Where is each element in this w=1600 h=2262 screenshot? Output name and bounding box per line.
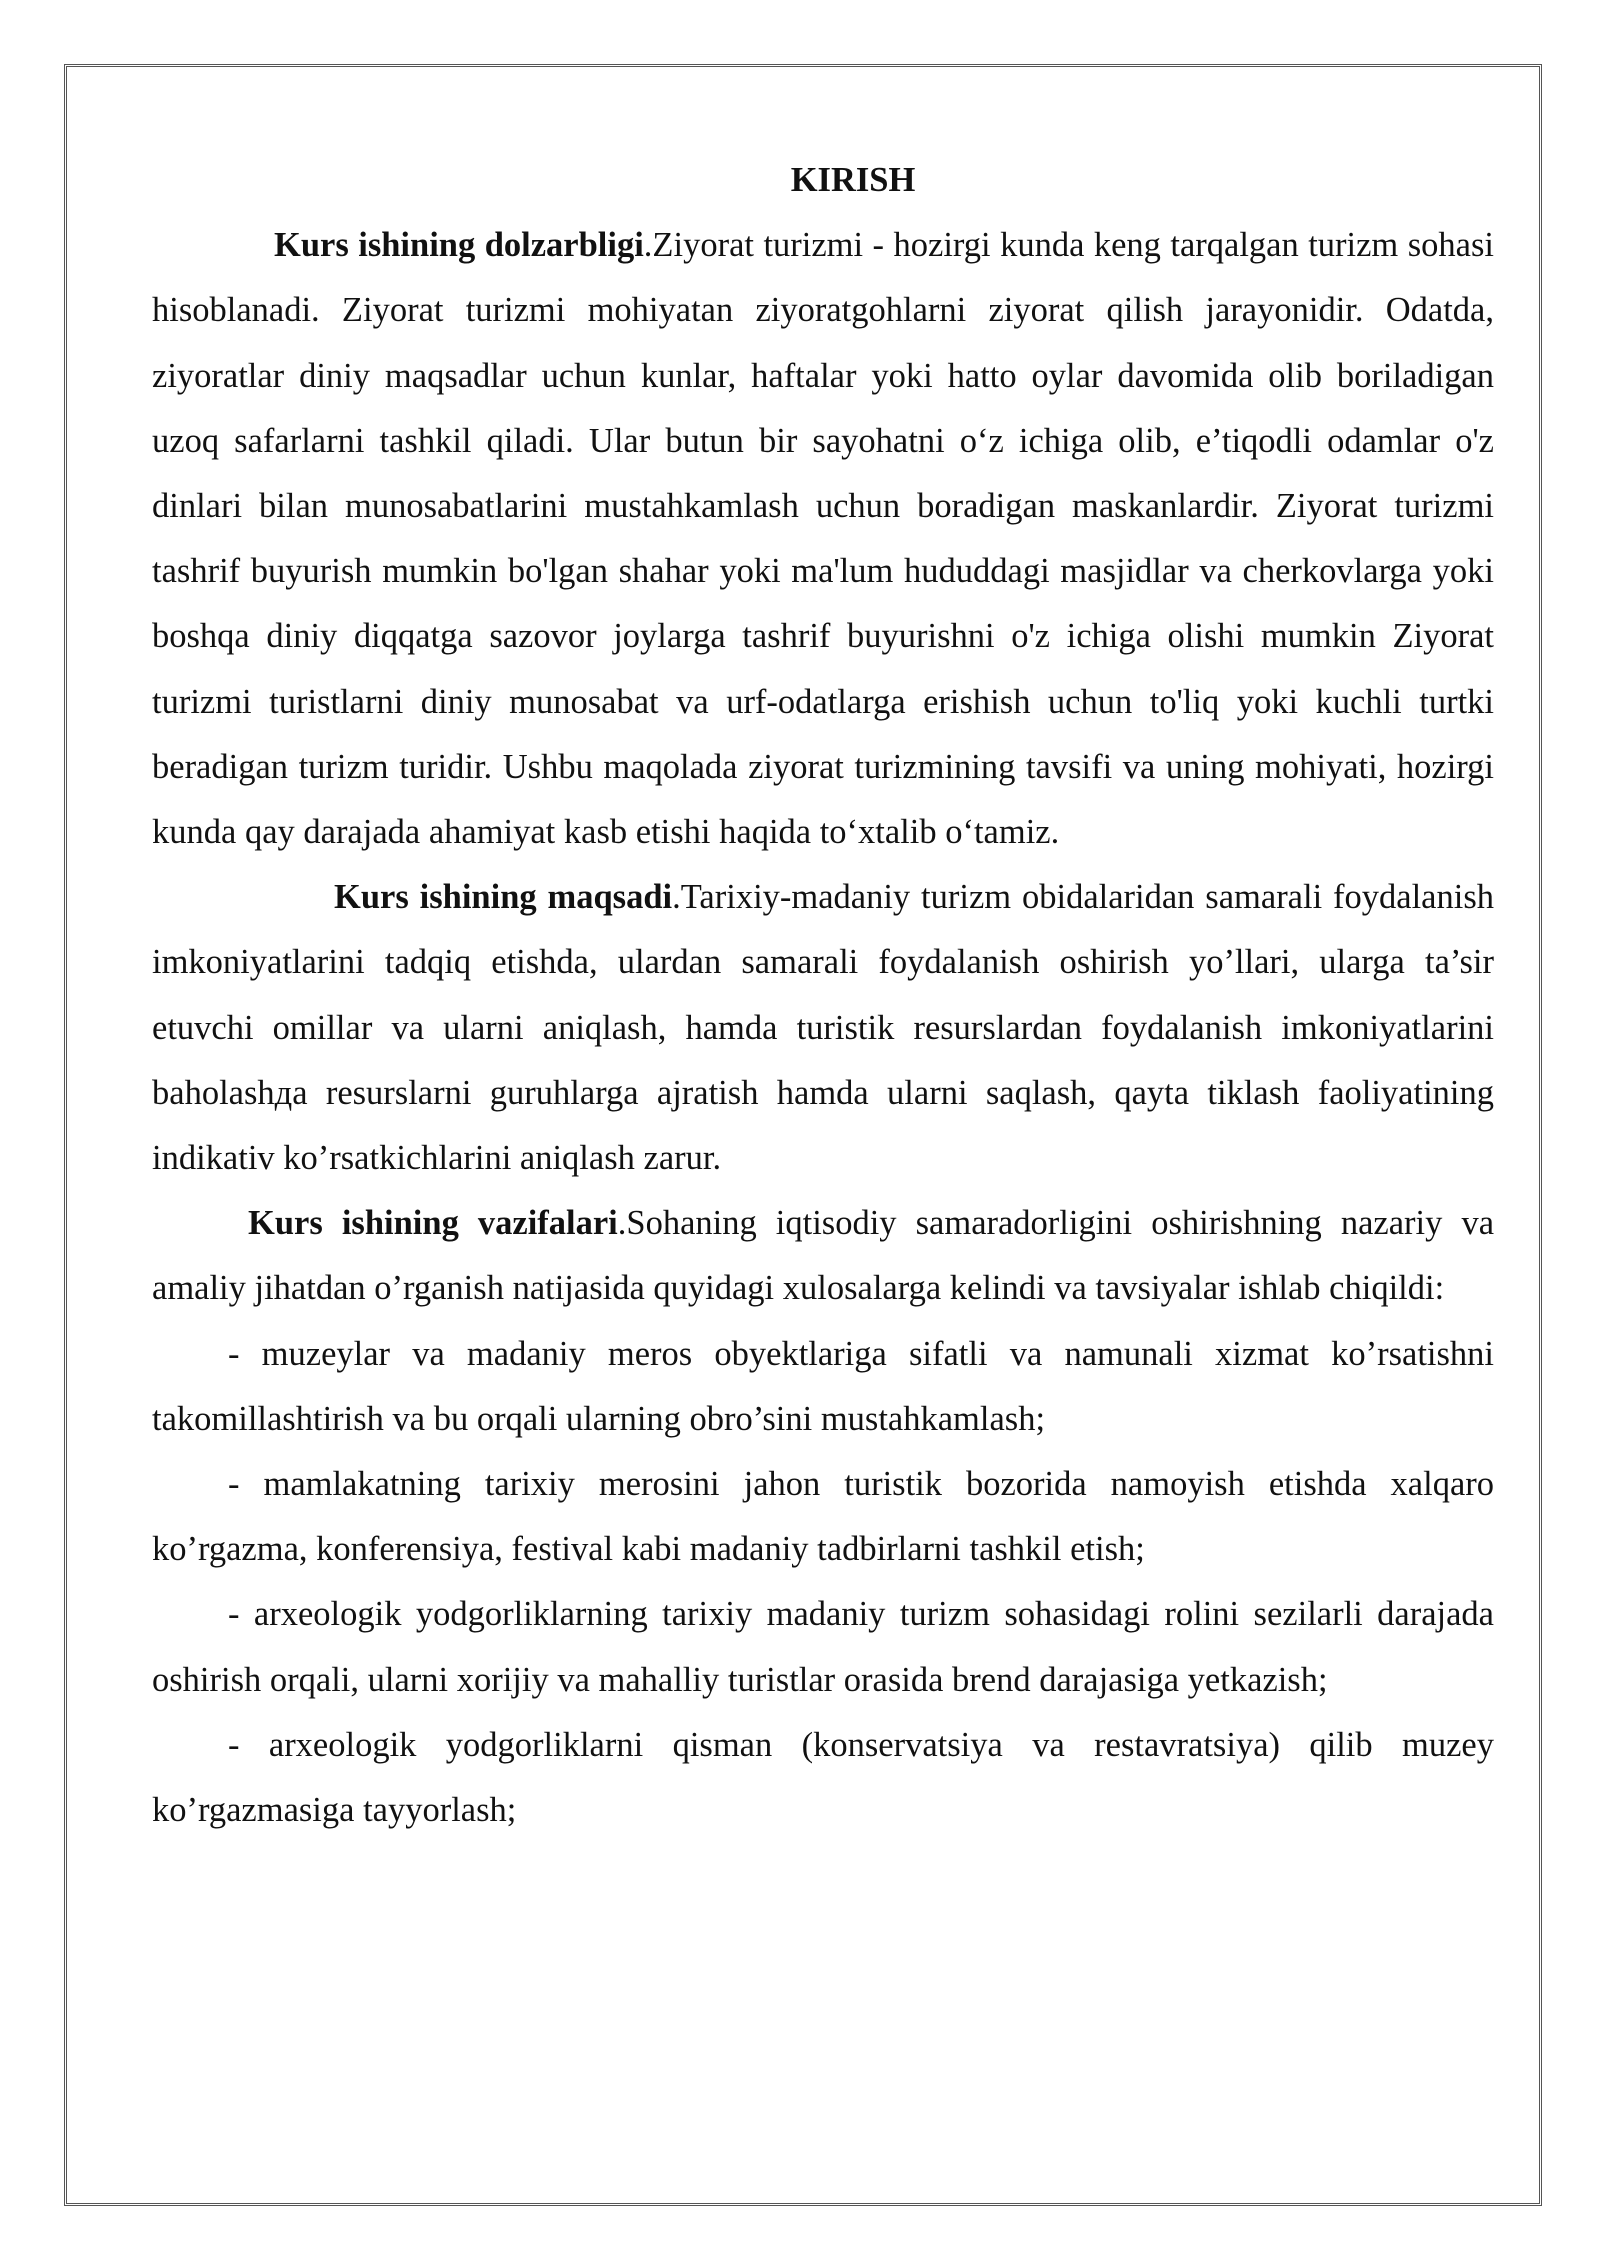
heading-relevance: Kurs ishining dolzarbligi — [274, 226, 644, 265]
heading-tasks: Kurs ishining vazifalari — [248, 1204, 618, 1243]
paragraph-relevance — [152, 213, 1494, 865]
paragraph-goal — [152, 865, 1494, 1191]
heading-goal: Kurs ishining maqsadi — [334, 878, 673, 917]
text-tasks: .Sohaning iqtisodiy samaradorligini oshirishning nazariy va amaliy jihatdan o’rganish natijasida quyidagi xulosalarga kelindi va tavsiyalar ishlab chiqildi: — [152, 1204, 1495, 1308]
list-item: - arxeologik yodgorliklarning tarixiy madaniy turizm sohasidagi rolini sezilarli darajada oshirish orqali, ularni xorijiy va mahalliy turistlar orasida brend darajasiga yetkazish; — [152, 1595, 1494, 1699]
paragraph-tasks — [152, 1191, 1494, 1321]
document-body — [152, 148, 1494, 1843]
document-title: KIRISH — [790, 161, 916, 199]
list-item: - mamlakatning tarixiy merosini jahon turistik bozorida namoyish etishda xalqaro ko’rgazma, konferensiya, festival kabi madaniy tadbirlarni tashkil etish; — [152, 1465, 1494, 1569]
text-relevance: .Ziyorat turizmi - hozirgi kunda keng tarqalgan turizm sohasi hisoblanadi. Ziyorat turizmi mohiyatan ziyoratgohlarni ziyorat qilish jarayonidir. Odatda, ziyoratlar diniy maqsadlar uchun kunlar, haftalar yoki hatto oylar davomida olib boriladigan uzoq safarlarni tashkil qiladi. Ular butun bir sayohatni o‘z ichiga olib, e’tiqodli odamlar o'z dinlari bilan munosabatlarini mustahkamlash uchun boradigan maskanlardir. Ziyorat turizmi tashrif buyurish mumkin bo'lgan shahar yoki ma'lum hududdagi masjidlar va cherkovlarga yoki boshqa diniy diqqatga sazovor joylarga tashrif buyurishni o'z ichiga olishi mumkin Ziyorat turizmi turistlarni diniy munosabat va urf-odatlarga erishish uchun to'liq yoki kuchli turtki beradigan turizm turidir. Ushbu maqolada ziyorat turizmining tavsifi va uning mohiyati, hozirgi kunda qay darajada ahamiyat kasb etishi haqida to‘xtalib o‘tamiz. — [152, 226, 1494, 852]
list-item: - arxeologik yodgorliklarni qisman (konservatsiya va restavratsiya) qilib muzey ko’rgazmasiga tayyorlash; — [152, 1725, 1494, 1830]
text-goal: .Tarixiy-madaniy turizm obidalaridan samarali foydalanish imkoniyatlarini tadqiq etishda, ulardan samarali foydalanish oshirish yo’llari, ularga ta’sir etuvchi omillar va ularni aniqlash, hamda turistik resurslardan foydalanish imkoniyatlarini baholashда resurslarni guruhlarga ajratish hamda ularni saqlash, qayta tiklash faoliyatining indikativ ko’rsatkichlarini aniqlash zarur. — [152, 878, 1494, 1178]
list-item: - muzeylar va madaniy meros obyektlariga sifatli va namunali xizmat ko’rsatishni takomillashtirish va bu orqali ularning obro’sini mustahkamlash; — [152, 1334, 1494, 1438]
